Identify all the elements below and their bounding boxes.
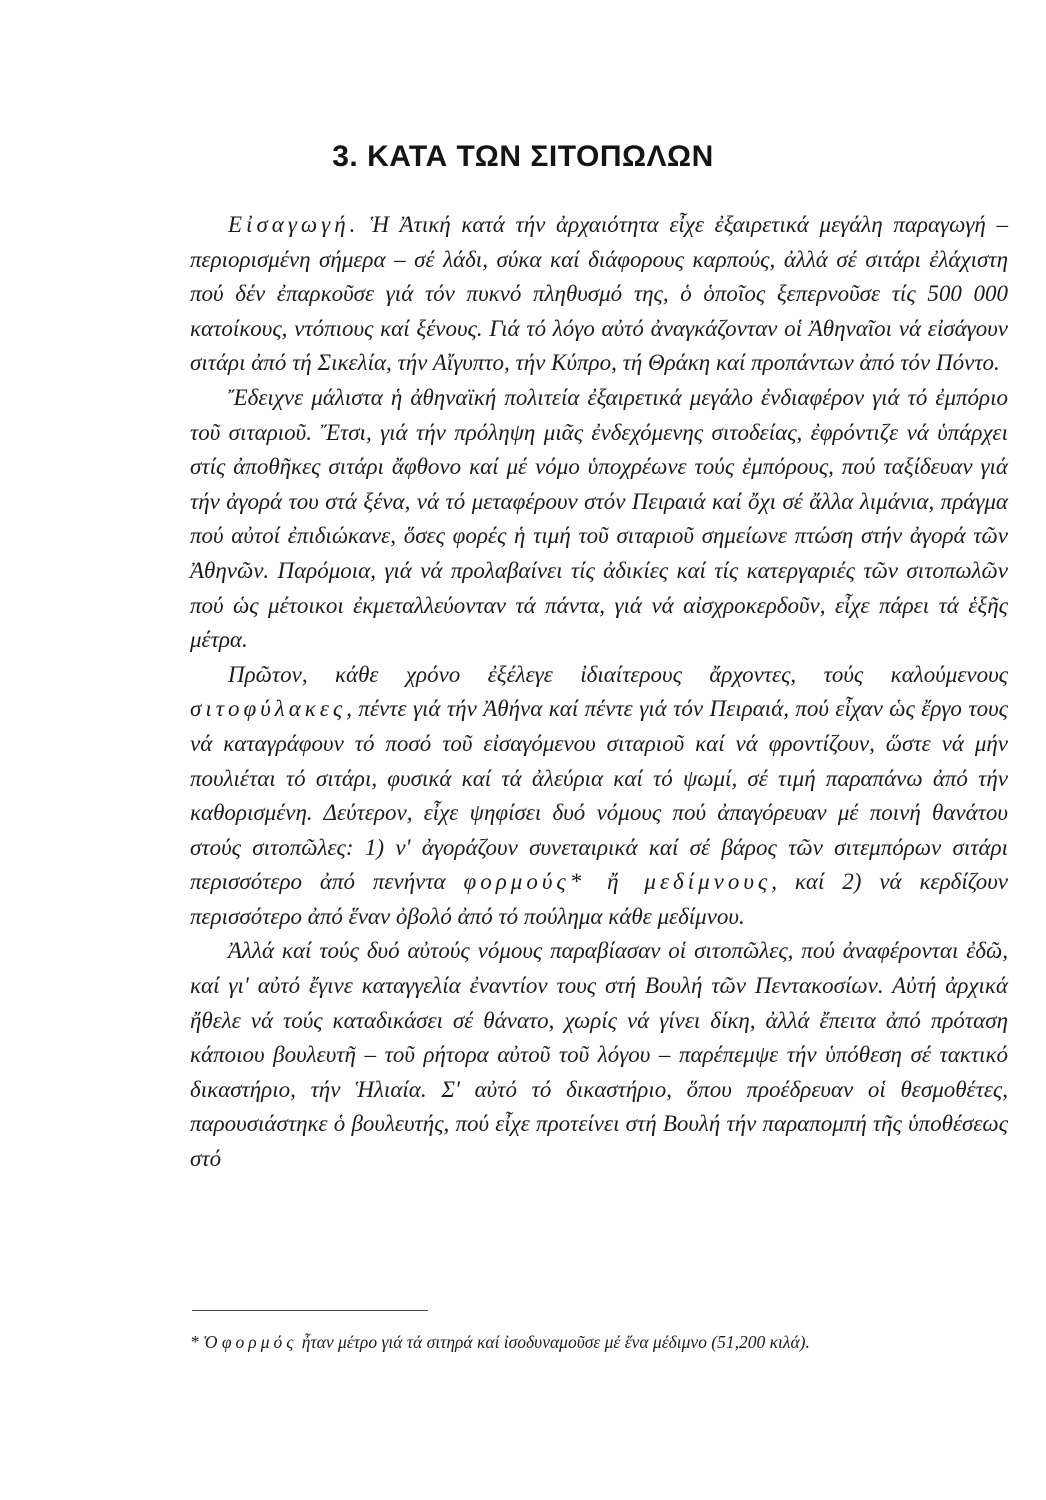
paragraph-text: Ἡ Ἀτική κατά τήν ἀρχαιότητα εἶχε ἐξαιρετικά μεγάλη παραγωγή – περιορισμένη σήμερα – σέ λάδι, σύκα καί διάφορους καρπούς, ἀλλά σέ σιτάρι ἐλάχιστη πού δέν ἐπαρκοῦσε γιά τόν πυκνό πληθυσμό της, ὁ ὁποῖος ξεπερνοῦσε τίς 500 000 κατοίκους, ντόπιους καί ξένους. Γιά τό λόγο αὐτό ἀναγκάζονταν οἱ Ἀθηναῖοι νά εἰσάγουν σιτάρι ἀπό τή Σικελία, τήν Αἴγυπτο, τήν Κύπρο, τή Θράκη καί προπάντων ἀπό τόν Πόντο.	[190, 212, 1008, 376]
paragraph	[190, 934, 1008, 1176]
paragraph	[190, 658, 1008, 935]
footnote-lead: Ὁ	[203, 1332, 218, 1352]
paragraph	[190, 381, 1008, 658]
footnote	[190, 1330, 1020, 1354]
paragraph-text: , καί 2) νά κερδίζουν περισσότερο ἀπό ἕναν ὀβολό ἀπό τό πούλημα κάθε μεδίμνου.	[190, 869, 1008, 929]
intro-lead: Εἰσαγωγή.	[228, 212, 360, 237]
chapter-title: 3. ΚΑΤΑ ΤΩΝ ΣΙΤΟΠΩΛΩΝ	[332, 140, 714, 173]
body-text	[190, 208, 1008, 1177]
footnote-marker: *	[190, 1332, 199, 1352]
paragraph-text: Πρῶτον, κάθε χρόνο ἐξέλεγε ἰδιαίτερους ἄρχοντες, τούς καλούμενους	[228, 661, 1008, 687]
paragraph-intro	[190, 208, 1008, 381]
paragraph-text: , πέντε γιά τήν Ἀθήνα καί πέντε γιά τόν Πειραιά, πού εἶχαν ὡς ἔργο τους νά καταγράφουν τό ποσό τοῦ εἰσαγόμενου σιταριοῦ καί νά φροντίζουν, ὥστε νά μήν πουλιέται τό σιτάρι, φυσικά καί τά ἀλεύρια καί τό ψωμί, σέ τιμή παραπάνω ἀπό τήν καθορισμένη. Δεύτερον, εἶχε ψηφίσει δυό νόμους πού ἀπαγόρευαν μέ ποινή θανάτου στούς σιτοπῶλες: 1) ν' ἀγοράζουν συνεταιρικά καί σέ βάρος τῶν σιτεμπόρων σιτάρι περισσότερο ἀπό πενήντα	[190, 696, 1008, 895]
footnote-term: φορμός	[221, 1332, 298, 1352]
footnote-divider	[192, 1310, 428, 1311]
paragraph-text: Ἔδειχνε μάλιστα ἡ ἀθηναϊκή πολιτεία ἐξαιρετικά μεγάλο ἐνδιαφέρον γιά τό ἐμπόριο τοῦ σιταριοῦ. Ἔτσι, γιά τήν πρόληψη μιᾶς ἐνδεχόμενης σιτοδείας, ἐφρόντιζε νά ὑπάρχει στίς ἀποθῆκες σιτάρι ἄφθονο καί μέ νόμο ὑποχρέωνε τούς ἐμπόρους, πού ταξίδευαν γιά τήν ἀγορά του στά ξένα, νά τό μεταφέρουν στόν Πειραιά καί ὄχι σέ ἄλλα λιμάνια, πράγμα πού αὐτοί ἐπιδιώκανε, ὅσες φορές ἡ τιμή τοῦ σιταριοῦ σημείωνε πτώση στήν ἀγορά τῶν Ἀθηνῶν. Παρόμοια, γιά νά προλαβαίνει τίς ἀδικίες καί τίς κατεργαριές τῶν σιτοπωλῶν πού ὡς μέτοικοι ἐκμεταλλεύονταν τά πάντα, γιά νά αἰσχροκερδοῦν, εἶχε πάρει τά ἑξῆς μέτρα.	[190, 384, 1008, 653]
scan-mark	[4, 1466, 22, 1488]
paragraph-text: Ἀλλά καί τούς δυό αὐτούς νόμους παραβίασαν οἱ σιτοπῶλες, πού ἀναφέρονται ἐδῶ, καί γι' αὐτό ἔγινε καταγγελία ἐναντίον τους στή Βουλή τῶν Πεντακοσίων. Αὐτή ἀρχικά ἤθελε νά τούς καταδικάσει σέ θάνατο, χωρίς νά γίνει δίκη, ἀλλά ἔπειτα ἀπό πρόταση κάποιου βουλευτῆ – τοῦ ρήτορα αὐτοῦ τοῦ λόγου – παρέπεμψε τήν ὑπόθεση σέ τακτικό δικαστήριο, τήν Ἡλιαία. Σ' αὐτό τό δικαστήριο, ὅπου προέδρευαν οἱ θεσμοθέτες, παρουσιάστηκε ὁ βουλευτής, πού εἶχε προτείνει στή Βουλή τήν παραπομπή τῆς ὑποθέσεως στό	[190, 938, 1008, 1172]
footnote-text: ἦταν μέτρο γιά τά σιτηρά καί ἰσοδυναμοῦσε μέ ἕνα μέδιμνο (51,200 κιλά).	[301, 1332, 810, 1352]
spaced-term: φορμούς* ἤ μεδίμνους	[463, 869, 772, 895]
spaced-term: σιτοφύλακες	[190, 696, 347, 722]
